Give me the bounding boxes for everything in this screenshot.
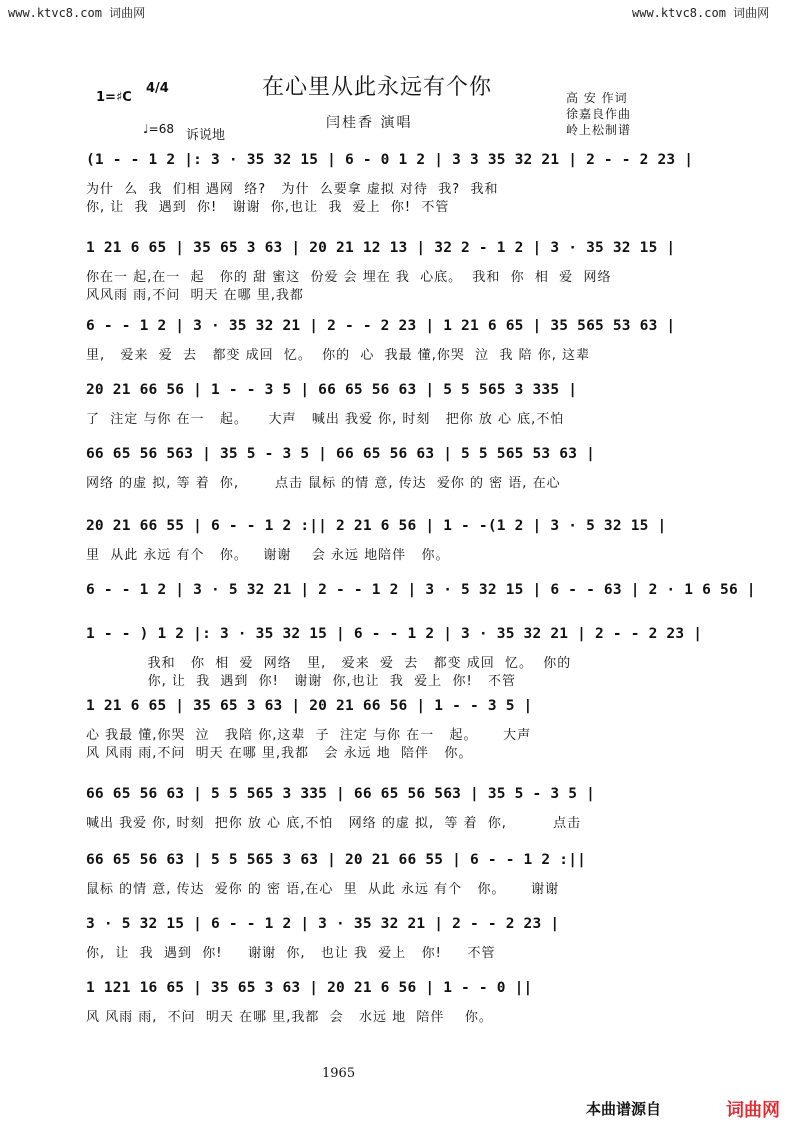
lyric-line: 你在一 起,在一 起 你的 甜 蜜这 份爱 会 埋在 我 心底。 我和 你 相 爱 网络 xyxy=(86,270,612,285)
lyric-line: 鼠标 的情 意, 传达 爱你 的 密 语,在心 里 从此 永远 有个 你。 谢谢 xyxy=(86,882,560,897)
notation-line: 3 · 5 32 15 | 6 - - 1 2 | 3 · 35 32 21 | 2 - - 2 23 | xyxy=(86,916,560,932)
lyric-line: 里, 爱来 爱 去 都变 成回 忆。 你的 心 我最 懂,你哭 泣 我 陪 你, 这辈 xyxy=(86,348,590,363)
notation-line: 20 21 66 55 | 6 - - 1 2 :|| 2 21 6 56 | 1 - -(1 2 | 3 · 5 32 15 | xyxy=(86,518,667,534)
lyric-line: 风 风雨 雨,不问 明天 在哪 里,我都 会 永远 地 陪伴 你。 xyxy=(86,746,473,761)
credits xyxy=(566,90,631,138)
time-signature: 4/4 xyxy=(146,81,169,96)
site-logo: 词曲网 xyxy=(726,1100,780,1121)
page-number: 1965 xyxy=(322,1066,356,1081)
lyric-line: 风风雨 雨,不问 明天 在哪 里,我都 xyxy=(86,288,304,303)
lyric-line: 风 风雨 雨, 不问 明天 在哪 里,我都 会 水远 地 陪伴 你。 xyxy=(86,1010,493,1025)
notation-line: 66 65 56 63 | 5 5 565 3 63 | 20 21 66 55 | 6 - - 1 2 :|| xyxy=(86,852,587,868)
watermark-right: www.ktvc8.com 词曲网 xyxy=(632,6,770,20)
notation-line: 66 65 56 63 | 5 5 565 3 335 | 66 65 56 563 | 35 5 - 3 5 | xyxy=(86,786,595,802)
watermark-left: www.ktvc8.com 词曲网 xyxy=(8,6,146,20)
lyric-line: 你, 让 我 遇到 你! 谢谢 你,也让 我 爱上 你! 不管 xyxy=(86,674,517,689)
notation-line: 20 21 66 56 | 1 - - 3 5 | 66 65 56 63 | 5 5 565 3 335 | xyxy=(86,382,578,398)
composer-credit: 徐嘉良作曲 xyxy=(566,107,632,121)
notation-line: 1 121 16 65 | 35 65 3 63 | 20 21 6 56 | 1 - - 0 || xyxy=(86,980,533,996)
song-title: 在心里从此永远有个你 xyxy=(262,75,493,100)
notation-line: 66 65 56 563 | 35 5 - 3 5 | 66 65 56 63 | 5 5 565 53 63 | xyxy=(86,446,595,462)
lyric-line: 为什 么 我 们相 遇网 络? 为什 么要拿 虚拟 对待 我? 我和 xyxy=(86,182,499,197)
lyric-line: 里 从此 永远 有个 你。 谢谢 会 永远 地陪伴 你。 xyxy=(86,548,450,563)
singer-line: 闫桂香 演唱 xyxy=(326,115,413,131)
lyric-line: 了 注定 与你 在一 起。 大声 喊出 我爱 你, 时刻 把你 放 心 底,不怕 xyxy=(86,412,565,427)
lyric-line: 你, 让 我 遇到 你! 谢谢 你,也让 我 爱上 你! 不管 xyxy=(86,200,450,215)
notation-line: 6 - - 1 2 | 3 · 5 32 21 | 2 - - 1 2 | 3 · 5 32 15 | 6 - - 63 | 2 · 1 6 56 | xyxy=(86,582,756,598)
lyric-line: 你, 让 我 遇到 你! 谢谢 你, 也让 我 爱上 你! 不管 xyxy=(86,946,496,961)
transcriber-credit: 岭上松制谱 xyxy=(566,123,632,137)
lyric-line: 我和 你 相 爱 网络 里, 爱来 爱 去 都变 成回 忆。 你的 xyxy=(86,656,572,671)
key-signature: 1=♯C xyxy=(96,90,132,105)
notation-line: 1 21 6 65 | 35 65 3 63 | 20 21 12 13 | 32 2 - 1 2 | 3 · 35 32 15 | xyxy=(86,240,676,256)
source-label: 本曲谱源自 xyxy=(586,1100,662,1118)
lyric-line: 心 我最 懂,你哭 泣 我陪 你,这辈 子 注定 与你 在一 起。 大声 xyxy=(86,728,532,743)
expression-marking: 诉说地 xyxy=(186,128,226,143)
lyric-line: 喊出 我爱 你, 时刻 把你 放 心 底,不怕 网络 的虚 拟, 等 着 你, 点击 xyxy=(86,816,582,831)
notation-line: (1 - - 1 2 |: 3 · 35 32 15 | 6 - 0 1 2 | 3 3 35 32 21 | 2 - - 2 23 | xyxy=(86,152,694,168)
notation-line: 1 - - ) 1 2 |: 3 · 35 32 15 | 6 - - 1 2 | 3 · 35 32 21 | 2 - - 2 23 | xyxy=(86,626,703,642)
tempo-marking: ♩=68 xyxy=(143,122,174,136)
lyric-line: 网络 的虚 拟, 等 着 你, 点击 鼠标 的情 意, 传达 爱你 的 密 语, 在心 xyxy=(86,476,561,491)
notation-line: 1 21 6 65 | 35 65 3 63 | 20 21 66 56 | 1 - - 3 5 | xyxy=(86,698,533,714)
notation-line: 6 - - 1 2 | 3 · 35 32 21 | 2 - - 2 23 | 1 21 6 65 | 35 565 53 63 | xyxy=(86,318,676,334)
lyricist-credit: 高 安 作词 xyxy=(566,91,628,105)
